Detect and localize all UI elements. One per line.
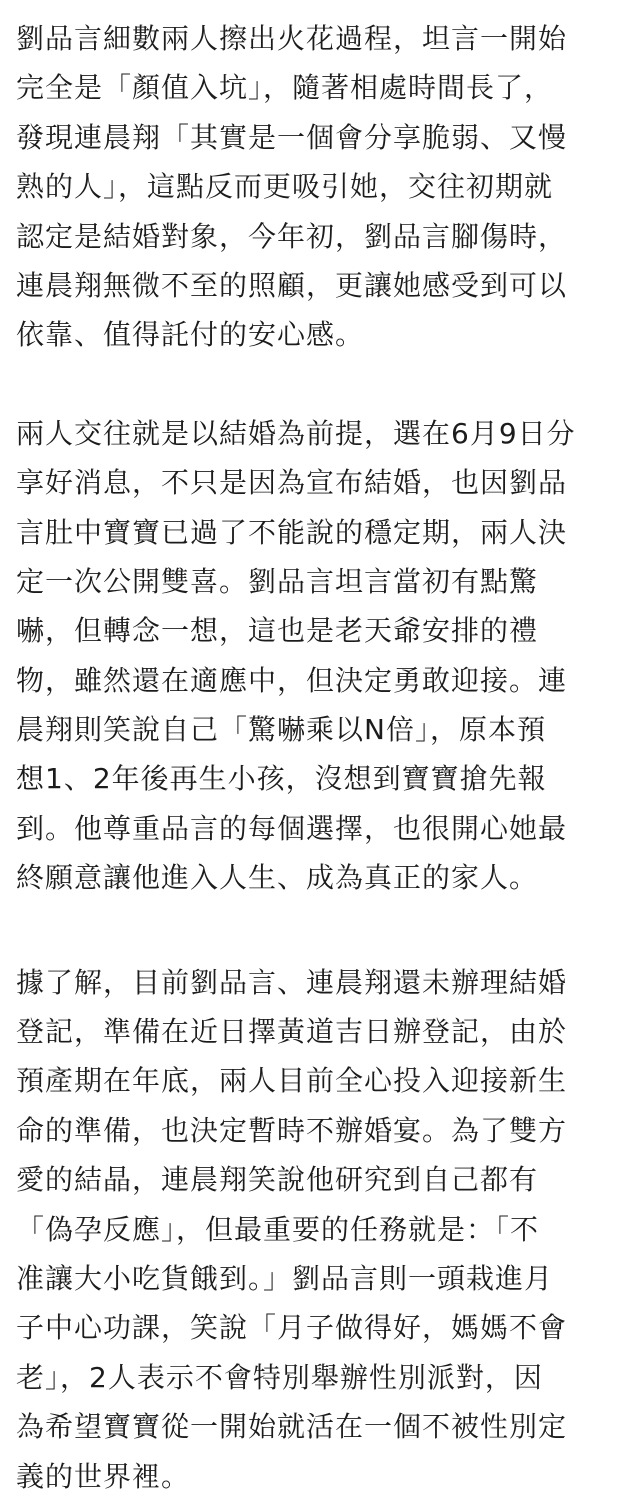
paragraph-3 <box>16 958 628 1501</box>
text-line: 連晨翔無微不至的照顧，更讓她感受到可以 <box>16 268 568 302</box>
text-line: 「偽孕反應」，但最重要的任務就是：「不 <box>16 1212 540 1246</box>
paragraph-2 <box>16 409 628 903</box>
text-line: 認定是結婚對象，今年初，劉品言腳傷時， <box>16 219 568 253</box>
paragraph-1 <box>16 14 628 360</box>
text-line: 老」，2人表示不會特別舉辦性別派對，因 <box>16 1360 543 1394</box>
article-body <box>16 14 628 1501</box>
text-line: 登記，準備在近日擇黃道吉日辦登記，由於 <box>16 1015 568 1049</box>
text-line: 到。他尊重品言的每個選擇，也很開心她最 <box>16 811 568 845</box>
text-line: 劉品言細數兩人擦出火花過程，坦言一開始 <box>16 22 568 55</box>
text-line: 定一次公開雙喜。劉品言坦言當初有點驚 <box>16 564 539 598</box>
text-line: 終願意讓他進入人生、成為真正的家人。 <box>16 861 539 895</box>
text-line: 准讓大小吃貨餓到。」劉品言則一頭栽進月 <box>16 1261 554 1295</box>
text-line: 依靠、值得託付的安心感。 <box>16 318 365 352</box>
text-line: 熟的人」，這點反而更吸引她，交往初期就 <box>16 170 554 204</box>
text-line: 完全是「顏值入坑」，隨著相處時間長了， <box>16 71 554 105</box>
text-line: 言肚中寶寶已過了不能說的穩定期，兩人決 <box>16 515 568 549</box>
paragraph-spacer <box>16 903 628 958</box>
text-line: 物，雖然還在適應中，但決定勇敢迎接。連 <box>16 663 568 697</box>
text-line: 兩人交往就是以結婚為前提，選在6月9日分 <box>16 416 576 450</box>
text-line: 想1、2年後再生小孩，沒想到寶寶搶先報 <box>16 762 547 796</box>
text-line: 為希望寶寶從一開始就活在一個不被性別定 <box>16 1410 568 1444</box>
text-line: 子中心功課，笑說「月子做得好，媽媽不會 <box>16 1311 568 1345</box>
text-line: 義的世界裡。 <box>16 1459 191 1493</box>
paragraph-spacer <box>16 360 628 409</box>
text-line: 愛的結晶，連晨翔笑說他研究到自己都有 <box>16 1163 539 1197</box>
text-line: 嚇，但轉念一想，這也是老天爺安排的禮 <box>16 614 539 648</box>
text-line: 晨翔則笑說自己「驚嚇乘以N倍」，原本預 <box>16 713 546 747</box>
text-line: 預產期在年底，兩人目前全心投入迎接新生 <box>16 1064 568 1098</box>
text-line: 享好消息，不只是因為宣布結婚，也因劉品 <box>16 466 568 500</box>
text-line: 據了解，目前劉品言、連晨翔還未辦理結婚 <box>16 965 568 999</box>
text-line: 命的準備，也決定暫時不辦婚宴。為了雙方 <box>16 1113 568 1147</box>
text-line: 發現連晨翔「其實是一個會分享脆弱、又慢 <box>16 120 568 154</box>
